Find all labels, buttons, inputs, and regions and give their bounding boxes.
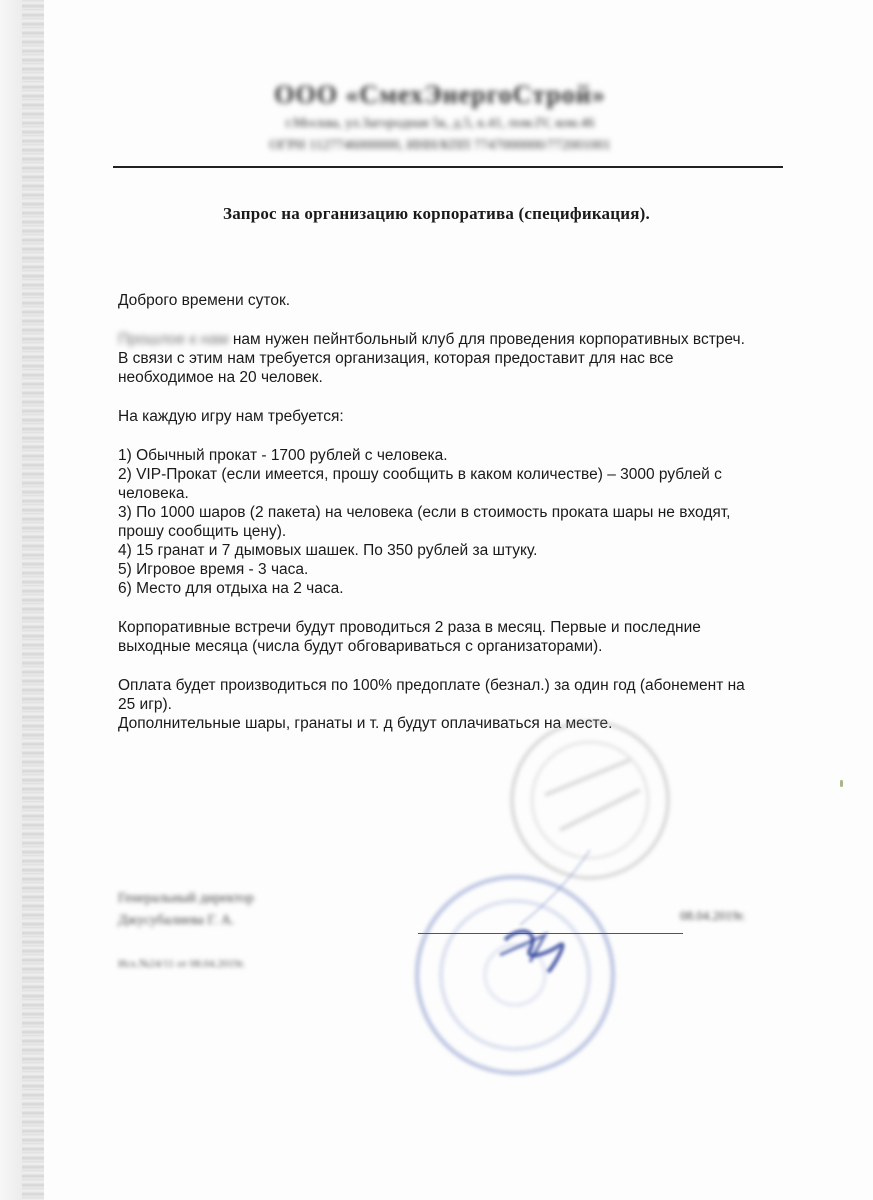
schedule-line-2: выходные месяца (числа будут обговариваться с организаторами). (118, 638, 603, 655)
per-game-heading: На каждую игру нам требуется: (118, 408, 344, 425)
letterhead-address: г.Москва, ул.Загородная 5к, д.5, к.41, пом.IV, ком.46 (285, 116, 595, 131)
requirements-list (118, 446, 798, 598)
list-item: 1) Обычный прокат - 1700 рублей с человека. (118, 447, 448, 464)
intro-line-3: необходимое на 20 человек. (118, 369, 323, 386)
payment-paragraph (118, 676, 798, 733)
blue-seal-center (485, 945, 545, 1005)
letterhead-company: ООО «СмехЭнергоСтрой» (274, 80, 606, 109)
list-item: 5) Игровое время - 3 часа. (118, 561, 309, 578)
signature-block (118, 888, 254, 932)
scan-edge-strip (22, 0, 44, 1200)
blue-seal (417, 877, 613, 1073)
blue-seal-outer-ring (417, 877, 613, 1073)
list-item: прошу сообщить цену). (118, 523, 287, 540)
list-item: 3) По 1000 шаров (2 пакета) на человека (если в стоимость проката шары не входят, (118, 504, 731, 521)
list-item: 2) VIP-Прокат (если имеется, прошу сообщить в каком количестве) – 3000 рублей с (118, 466, 722, 483)
intro-paragraph (118, 330, 798, 387)
signature-line (418, 933, 683, 934)
intro-line-2: В связи с этим нам требуется организация, которая предоставит для нас все (118, 350, 674, 367)
list-item: 6) Место для отдыха на 2 часа. (118, 580, 344, 597)
letterhead-rule (113, 166, 783, 168)
scan-edge-shadow (0, 0, 22, 1200)
letterhead (170, 80, 710, 154)
signature-stroke-main (505, 931, 563, 972)
grey-stamp-marks (545, 760, 640, 830)
document-body (118, 291, 798, 753)
handwritten-signature (500, 850, 590, 972)
document-title: Запрос на организацию корпоратива (спецификация). (223, 204, 650, 223)
schedule-paragraph (118, 618, 798, 656)
signature-trail (520, 850, 590, 925)
signature-stroke-cross (500, 935, 545, 962)
payment-line-2: 25 игр). (118, 696, 172, 713)
payment-line-1: Оплата будет производиться по 100% предоплате (безнал.) за один год (абонемент на (118, 677, 745, 694)
schedule-line-1: Корпоративные встречи будут проводиться 2 раза в месяц. Первые и последние (118, 619, 701, 636)
intro-line-1: нам нужен пейнтбольный клуб для проведения корпоративных встреч. (228, 331, 745, 348)
outgoing-reference: Исх.№24/11 от 08.04.2019г. (118, 958, 246, 970)
signer-name: Джусубалиева Г. А. (118, 913, 235, 928)
blue-seal-inner-ring (441, 901, 589, 1049)
grey-stamp-inner-ring (532, 742, 648, 858)
list-item: человека. (118, 485, 189, 502)
scan-dust-mark (840, 780, 843, 787)
letterhead-requisites: ОГРН 1127746000000, ИНН/КПП 7747000000/772001001 (269, 138, 611, 153)
payment-line-3: Дополнительные шары, гранаты и т. д будут оплачиваться на месте. (118, 715, 613, 732)
signer-position: Генеральный директор (118, 891, 254, 906)
greeting: Доброго времени суток. (118, 292, 291, 309)
list-item: 4) 15 гранат и 7 дымовых шашек. По 350 рублей за штуку. (118, 542, 538, 559)
redacted-text: Прошлое к нам (118, 331, 229, 348)
signature-date: 08.04.2019г. (680, 908, 746, 923)
